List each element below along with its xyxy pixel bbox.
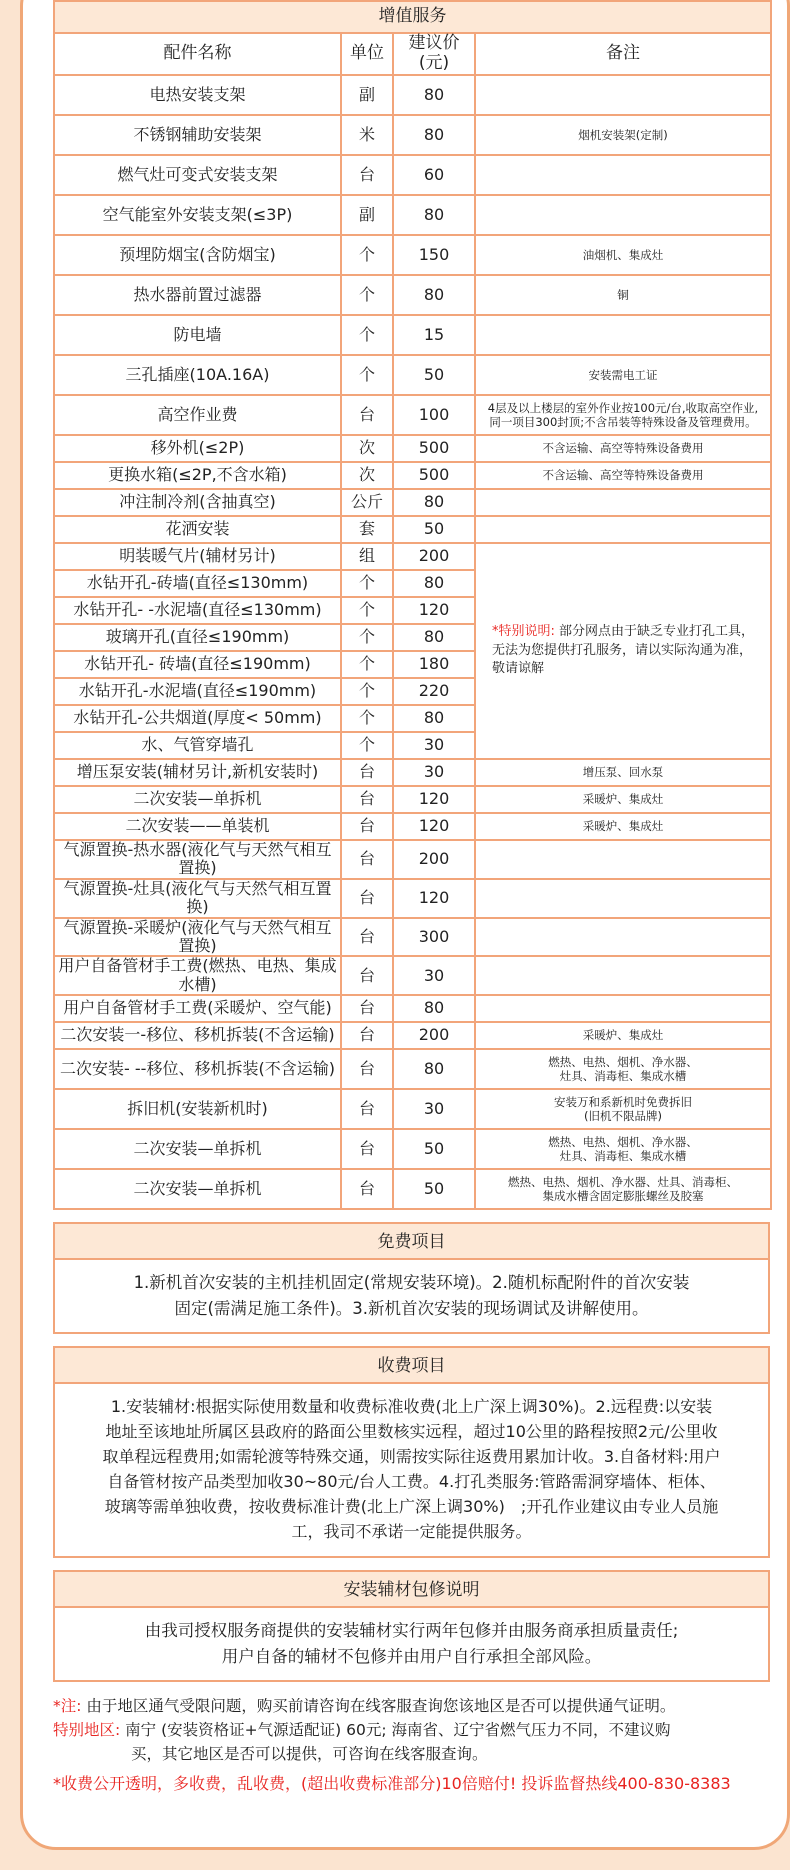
item-price-cell: 80 bbox=[393, 489, 475, 516]
table-row bbox=[54, 813, 771, 840]
item-unit-cell: 个 bbox=[341, 678, 393, 705]
item-note-cell bbox=[475, 75, 771, 115]
free-items-box bbox=[53, 1222, 770, 1334]
item-price-cell: 50 bbox=[393, 1129, 475, 1169]
item-name-cell: 防电墙 bbox=[54, 315, 341, 355]
item-price-cell: 50 bbox=[393, 516, 475, 543]
table-row bbox=[54, 918, 771, 957]
charge-items-box bbox=[53, 1346, 770, 1558]
item-name-cell: 气源置换-热水器(液化气与天然气相互置换) bbox=[54, 840, 341, 879]
item-price-cell: 120 bbox=[393, 597, 475, 624]
item-price-cell: 500 bbox=[393, 435, 475, 462]
item-unit-cell: 台 bbox=[341, 155, 393, 195]
item-note-cell bbox=[475, 918, 771, 957]
charge-items-title: 收费项目 bbox=[55, 1348, 768, 1384]
table-row bbox=[54, 1129, 771, 1169]
table-row bbox=[54, 1089, 771, 1129]
table-row bbox=[54, 115, 771, 155]
value-added-title: 增值服务 bbox=[54, 1, 771, 33]
item-name-cell: 预埋防烟宝(含防烟宝) bbox=[54, 235, 341, 275]
item-name-cell: 二次安装—单拆机 bbox=[54, 1169, 341, 1209]
col-header-unit: 单位 bbox=[341, 33, 393, 75]
item-note-cell bbox=[475, 489, 771, 516]
item-price-cell: 80 bbox=[393, 995, 475, 1022]
item-note-cell: 燃热、电热、烟机、净水器、 灶具、消毒柜、集成水槽 bbox=[475, 1129, 771, 1169]
item-price-cell: 120 bbox=[393, 879, 475, 918]
charge-items-text: 1.安装辅材:根据实际使用数量和收费标准收费(北上广深上调30%)。2.远程费:以安装 地址至该地址所属区县政府的路面公里数核实远程，超过10公里的路程按照2元/公里收 取单程远程费用;如需轮渡等特殊交通，则需按实际往返费用累加计收。3.自备材料:用户 自备管材按产品类型加收30~80元/台人工费。4.打孔类服务:管路需洞穿墙体、柜体、 玻璃等需单独收费，按收费标准计费(北上广深上调30%) ;开孔作业建议由专业人员施 工，我司不承诺一定能提供服务。 bbox=[102, 1397, 721, 1542]
item-note-cell bbox=[475, 315, 771, 355]
item-price-cell: 15 bbox=[393, 315, 475, 355]
table-row bbox=[54, 840, 771, 879]
item-name-cell: 水钻开孔-公共烟道(厚度< 50mm) bbox=[54, 705, 341, 732]
item-unit-cell: 副 bbox=[341, 195, 393, 235]
item-note-cell: 铜 bbox=[475, 275, 771, 315]
item-name-cell: 二次安装—单拆机 bbox=[54, 786, 341, 813]
item-price-cell: 80 bbox=[393, 115, 475, 155]
item-price-cell: 80 bbox=[393, 275, 475, 315]
item-note-cell: 增压泵、回水泵 bbox=[475, 759, 771, 786]
item-note-cell: 4层及以上楼层的室外作业按100元/台,收取高空作业, 同一项目300封顶;不含吊装等特殊设备及管理费用。 bbox=[475, 395, 771, 435]
item-name-cell: 水钻开孔- 砖墙(直径≤190mm) bbox=[54, 651, 341, 678]
item-price-cell: 300 bbox=[393, 918, 475, 957]
table-row bbox=[54, 195, 771, 235]
item-name-cell: 用户自备管材手工费(采暖炉、空气能) bbox=[54, 995, 341, 1022]
item-unit-cell: 台 bbox=[341, 786, 393, 813]
item-price-cell: 150 bbox=[393, 235, 475, 275]
item-note-cell bbox=[475, 956, 771, 995]
item-name-cell: 冲注制冷剂(含抽真空) bbox=[54, 489, 341, 516]
item-name-cell: 热水器前置过滤器 bbox=[54, 275, 341, 315]
table-row bbox=[54, 995, 771, 1022]
col-header-price: 建议价(元) bbox=[393, 33, 475, 75]
item-note-cell: 采暖炉、集成灶 bbox=[475, 813, 771, 840]
table-row bbox=[54, 489, 771, 516]
table-row bbox=[54, 315, 771, 355]
item-name-cell: 三孔插座(10A.16A) bbox=[54, 355, 341, 395]
item-price-cell: 180 bbox=[393, 651, 475, 678]
item-unit-cell: 套 bbox=[341, 516, 393, 543]
item-unit-cell: 次 bbox=[341, 462, 393, 489]
item-name-cell: 二次安装——单装机 bbox=[54, 813, 341, 840]
item-name-cell: 不锈钢辅助安装架 bbox=[54, 115, 341, 155]
value-added-table bbox=[53, 0, 772, 1210]
item-unit-cell: 台 bbox=[341, 1129, 393, 1169]
item-price-cell: 200 bbox=[393, 543, 475, 570]
item-price-cell: 50 bbox=[393, 1169, 475, 1209]
special-note-text: 部分网点由于缺乏专业打孔工具，无法为您提供打孔服务，请以实际沟通为准，敬请谅解 bbox=[492, 623, 755, 677]
item-price-cell: 100 bbox=[393, 395, 475, 435]
footer-note-label: *注: bbox=[53, 1697, 82, 1716]
item-unit-cell: 台 bbox=[341, 840, 393, 879]
item-note-cell bbox=[475, 840, 771, 879]
item-unit-cell: 个 bbox=[341, 597, 393, 624]
item-price-cell: 120 bbox=[393, 786, 475, 813]
table-row bbox=[54, 235, 771, 275]
item-unit-cell: 台 bbox=[341, 918, 393, 957]
item-price-cell: 120 bbox=[393, 813, 475, 840]
item-note-cell bbox=[475, 155, 771, 195]
item-unit-cell: 个 bbox=[341, 315, 393, 355]
item-price-cell: 30 bbox=[393, 732, 475, 759]
footer-special-cont: 买，其它地区是否可以提供，可咨询在线客服查询。 bbox=[131, 1745, 488, 1764]
item-note-cell: 燃热、电热、烟机、净水器、 灶具、消毒柜、集成水槽 bbox=[475, 1049, 771, 1089]
item-name-cell: 用户自备管材手工费(燃热、电热、集成水槽) bbox=[54, 956, 341, 995]
table-row bbox=[54, 1022, 771, 1049]
item-price-cell: 80 bbox=[393, 705, 475, 732]
item-name-cell: 水钻开孔- -水泥墙(直径≤130mm) bbox=[54, 597, 341, 624]
table-row bbox=[54, 155, 771, 195]
item-note-cell: 安装万和系新机时免费拆旧 (旧机不限品牌) bbox=[475, 1089, 771, 1129]
table-row bbox=[54, 759, 771, 786]
item-name-cell: 花洒安装 bbox=[54, 516, 341, 543]
item-name-cell: 二次安装一-移位、移机拆装(不含运输) bbox=[54, 1022, 341, 1049]
item-name-cell: 二次安装- --移位、移机拆装(不含运输) bbox=[54, 1049, 341, 1089]
item-note-cell bbox=[475, 995, 771, 1022]
item-price-cell: 80 bbox=[393, 624, 475, 651]
item-price-cell: 30 bbox=[393, 1089, 475, 1129]
special-note-label: *特别说明: bbox=[492, 623, 555, 639]
table-row bbox=[54, 395, 771, 435]
item-note-cell: 不含运输、高空等特殊设备费用 bbox=[475, 462, 771, 489]
item-unit-cell: 个 bbox=[341, 235, 393, 275]
item-note-cell: 油烟机、集成灶 bbox=[475, 235, 771, 275]
table-row bbox=[54, 956, 771, 995]
item-unit-cell: 个 bbox=[341, 705, 393, 732]
item-name-cell: 玻璃开孔(直径≤190mm) bbox=[54, 624, 341, 651]
footer-hotline: *收费公开透明，多收费，乱收费，(超出收费标准部分)10倍赔付! 投诉监督热线400-830-8383 bbox=[53, 1774, 731, 1794]
item-unit-cell: 个 bbox=[341, 355, 393, 395]
table-row bbox=[54, 786, 771, 813]
item-unit-cell: 台 bbox=[341, 1049, 393, 1089]
table-row bbox=[54, 1049, 771, 1089]
table-row bbox=[54, 75, 771, 115]
item-unit-cell: 个 bbox=[341, 275, 393, 315]
item-price-cell: 30 bbox=[393, 759, 475, 786]
col-header-note: 备注 bbox=[475, 33, 771, 75]
item-name-cell: 二次安装—单拆机 bbox=[54, 1129, 341, 1169]
item-unit-cell: 台 bbox=[341, 879, 393, 918]
item-unit-cell: 次 bbox=[341, 435, 393, 462]
item-unit-cell: 台 bbox=[341, 395, 393, 435]
special-note-cell bbox=[475, 543, 771, 759]
col-header-name: 配件名称 bbox=[54, 33, 341, 75]
item-note-cell: 烟机安装架(定制) bbox=[475, 115, 771, 155]
item-name-cell: 气源置换-灶具(液化气与天然气相互置换) bbox=[54, 879, 341, 918]
item-name-cell: 移外机(≤2P) bbox=[54, 435, 341, 462]
item-price-cell: 80 bbox=[393, 570, 475, 597]
free-items-title: 免费项目 bbox=[55, 1224, 768, 1260]
item-name-cell: 明装暖气片(辅材另计) bbox=[54, 543, 341, 570]
footer-notes bbox=[53, 1694, 770, 1796]
table-row bbox=[54, 435, 771, 462]
table-row bbox=[54, 543, 771, 570]
item-unit-cell: 台 bbox=[341, 1022, 393, 1049]
table-row bbox=[54, 275, 771, 315]
item-unit-cell: 台 bbox=[341, 813, 393, 840]
item-note-cell: 安装需电工证 bbox=[475, 355, 771, 395]
item-price-cell: 30 bbox=[393, 956, 475, 995]
item-price-cell: 80 bbox=[393, 1049, 475, 1089]
footer-special-label: 特别地区: bbox=[53, 1721, 121, 1740]
item-unit-cell: 台 bbox=[341, 995, 393, 1022]
item-name-cell: 水、气管穿墙孔 bbox=[54, 732, 341, 759]
table-row bbox=[54, 462, 771, 489]
item-note-cell: 采暖炉、集成灶 bbox=[475, 786, 771, 813]
item-note-cell bbox=[475, 516, 771, 543]
item-price-cell: 50 bbox=[393, 355, 475, 395]
item-name-cell: 高空作业费 bbox=[54, 395, 341, 435]
item-unit-cell: 台 bbox=[341, 1089, 393, 1129]
item-price-cell: 60 bbox=[393, 155, 475, 195]
free-items-text: 1.新机首次安装的主机挂机固定(常规安装环境)。2.随机标配附件的首次安装 固定(需满足施工条件)。3.新机首次安装的现场调试及讲解使用。 bbox=[133, 1273, 690, 1319]
item-unit-cell: 个 bbox=[341, 624, 393, 651]
item-note-cell: 燃热、电热、烟机、净水器、灶具、消毒柜、 集成水槽含固定膨胀螺丝及胶塞 bbox=[475, 1169, 771, 1209]
warranty-box bbox=[53, 1570, 770, 1682]
item-unit-cell: 台 bbox=[341, 759, 393, 786]
item-unit-cell: 组 bbox=[341, 543, 393, 570]
item-name-cell: 气源置换-采暖炉(液化气与天然气相互置换) bbox=[54, 918, 341, 957]
item-name-cell: 空气能室外安装支架(≤3P) bbox=[54, 195, 341, 235]
price-sheet bbox=[53, 0, 770, 1796]
table-row bbox=[54, 879, 771, 918]
item-name-cell: 增压泵安装(辅材另计,新机安装时) bbox=[54, 759, 341, 786]
warranty-text: 由我司授权服务商提供的安装辅材实行两年包修并由服务商承担质量责任; 用户自备的辅材不包修并由用户自行承担全部风险。 bbox=[144, 1621, 679, 1667]
item-price-cell: 80 bbox=[393, 75, 475, 115]
footer-special-text: 南宁 (安装资格证+气源适配证) 60元; 海南省、辽宁省燃气压力不同，不建议购 bbox=[120, 1721, 671, 1740]
item-price-cell: 200 bbox=[393, 840, 475, 879]
item-note-cell bbox=[475, 195, 771, 235]
item-unit-cell: 副 bbox=[341, 75, 393, 115]
item-unit-cell: 个 bbox=[341, 570, 393, 597]
warranty-title: 安装辅材包修说明 bbox=[55, 1572, 768, 1608]
item-unit-cell: 台 bbox=[341, 956, 393, 995]
item-name-cell: 燃气灶可变式安装支架 bbox=[54, 155, 341, 195]
footer-note-text: 由于地区通气受限问题，购买前请咨询在线客服查询您该地区是否可以提供通气证明。 bbox=[81, 1697, 676, 1716]
item-unit-cell: 个 bbox=[341, 732, 393, 759]
item-price-cell: 200 bbox=[393, 1022, 475, 1049]
item-unit-cell: 公斤 bbox=[341, 489, 393, 516]
item-unit-cell: 米 bbox=[341, 115, 393, 155]
table-row bbox=[54, 355, 771, 395]
item-price-cell: 80 bbox=[393, 195, 475, 235]
item-note-cell: 不含运输、高空等特殊设备费用 bbox=[475, 435, 771, 462]
item-unit-cell: 个 bbox=[341, 651, 393, 678]
footer-special bbox=[53, 1718, 770, 1742]
item-name-cell: 更换水箱(≤2P,不含水箱) bbox=[54, 462, 341, 489]
item-name-cell: 水钻开孔-水泥墙(直径≤190mm) bbox=[54, 678, 341, 705]
footer-note bbox=[53, 1694, 770, 1718]
item-name-cell: 拆旧机(安装新机时) bbox=[54, 1089, 341, 1129]
item-price-cell: 220 bbox=[393, 678, 475, 705]
item-name-cell: 电热安装支架 bbox=[54, 75, 341, 115]
table-row bbox=[54, 1169, 771, 1209]
item-price-cell: 500 bbox=[393, 462, 475, 489]
item-note-cell: 采暖炉、集成灶 bbox=[475, 1022, 771, 1049]
item-note-cell bbox=[475, 879, 771, 918]
item-name-cell: 水钻开孔-砖墙(直径≤130mm) bbox=[54, 570, 341, 597]
item-unit-cell: 台 bbox=[341, 1169, 393, 1209]
table-row bbox=[54, 516, 771, 543]
